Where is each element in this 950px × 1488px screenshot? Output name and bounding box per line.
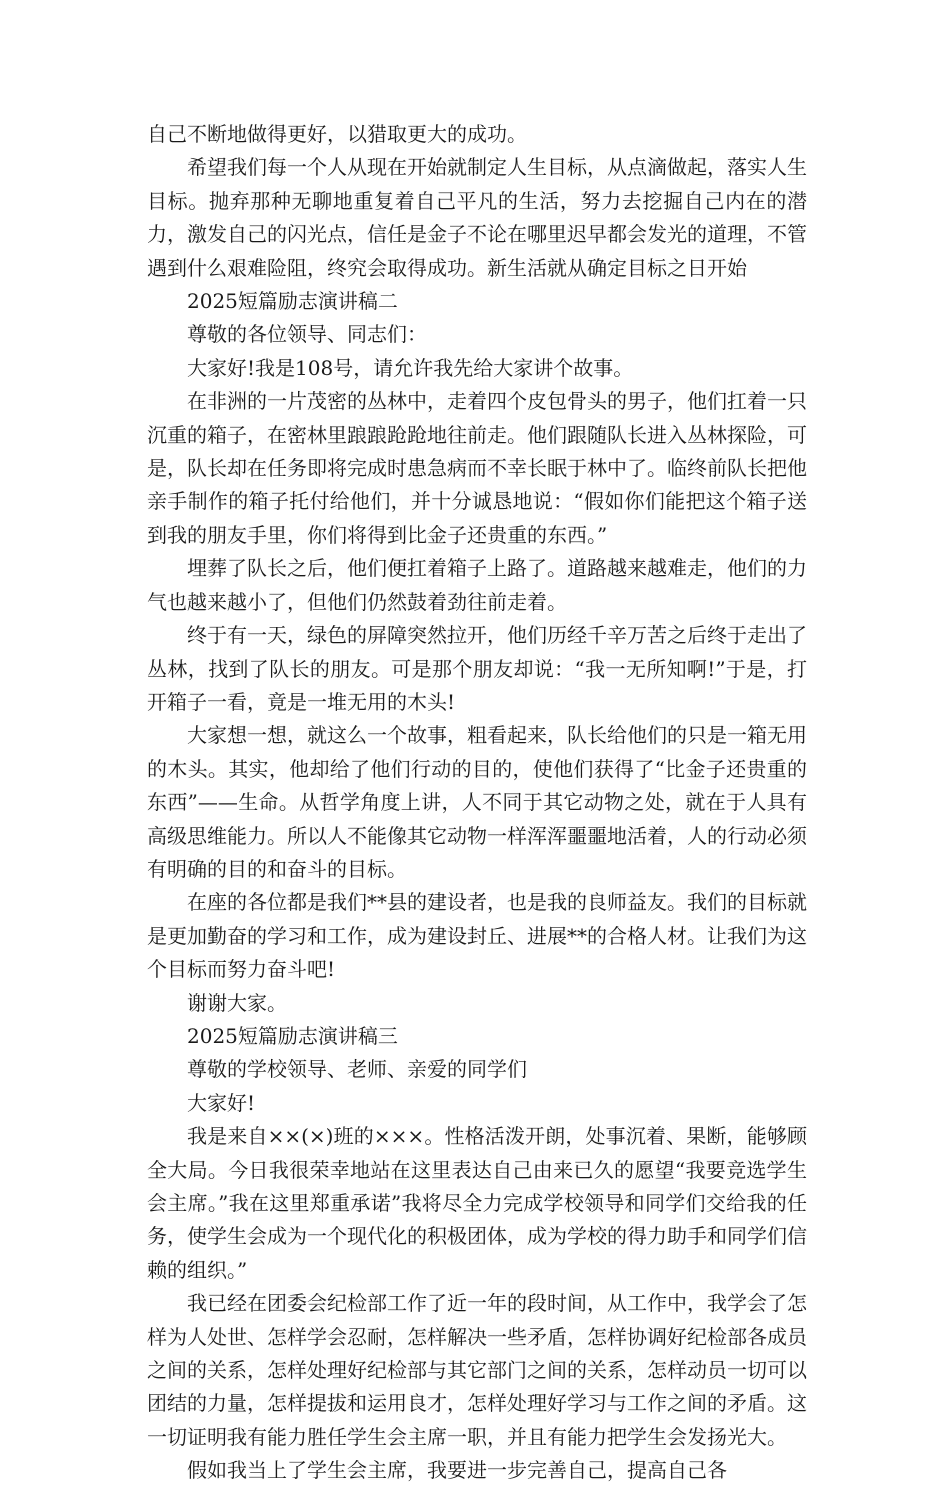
section-title: 2025短篇励志演讲稿三	[187, 1023, 398, 1048]
closing: 谢谢大家。	[187, 990, 287, 1015]
paragraph: 我是来自××(×)班的×××。性格活泼开朗，处事沉着、果断，能够顾全大局。今日我很荣幸地站在这里表达自己由来已久的愿望“我要竞选学生会主席。”我在这里郑重承诺”我将尽全力完成学校领导和同学们交给我的任务，使学生会成为一个现代化的积极团体，成为学校的得力助手和同学们信赖的组织。”	[147, 1124, 807, 1282]
paragraph: 假如我当上了学生会主席，我要进一步完善自己，提高自己各	[187, 1458, 727, 1483]
document-page	[147, 118, 807, 1488]
paragraph: 大家想一想，就这么一个故事，粗看起来，队长给他们的只是一箱无用的木头。其实，他却给了他们行动的目的，使他们获得了“比金子还贵重的东西”——生命。从哲学角度上讲，人不同于其它动物之处，就在于人具有高级思维能力。所以人不能像其它动物一样浑浑噩噩地活着，人的行动必须有明确的目的和奋斗的目标。	[147, 723, 807, 881]
salutation: 尊敬的学校领导、老师、亲爱的同学们	[187, 1057, 527, 1082]
paragraph: 终于有一天，绿色的屏障突然拉开，他们历经千辛万苦之后终于走出了丛林，找到了队长的朋友。可是那个朋友却说：“我一无所知啊!”于是，打开箱子一看，竟是一堆无用的木头!	[147, 623, 807, 714]
paragraph: 希望我们每一个人从现在开始就制定人生目标，从点滴做起，落实人生目标。抛弃那种无聊地重复着自己平凡的生活，努力去挖掘自己内在的潜力，激发自己的闪光点，信任是金子不论在哪里迟早都会发光的道理，不管遇到什么艰难险阻，终究会取得成功。新生活就从确定目标之日开始	[147, 155, 807, 280]
paragraph-continuation: 自己不断地做得更好，以猎取更大的成功。	[147, 122, 527, 146]
salutation: 尊敬的各位领导、同志们：	[187, 322, 427, 347]
section-title: 2025短篇励志演讲稿二	[187, 289, 398, 314]
paragraph: 在非洲的一片茂密的丛林中，走着四个皮包骨头的男子，他们扛着一只沉重的箱子，在密林里踉踉跄跄地往前走。他们跟随队长进入丛林探险，可是，队长却在任务即将完成时患急病而不幸长眠于林中了。临终前队长把他亲手制作的箱子托付给他们，并十分诚恳地说：“假如你们能把这个箱子送到我的朋友手里，你们将得到比金子还贵重的东西。”	[147, 389, 807, 547]
greeting: 大家好!我是108号，请允许我先给大家讲个故事。	[187, 355, 634, 380]
paragraph: 我已经在团委会纪检部工作了近一年的段时间，从工作中，我学会了怎样为人处世、怎样学会忍耐，怎样解决一些矛盾，怎样协调好纪检部各成员之间的关系，怎样处理好纪检部与其它部门之间的关系，怎样动员一切可以团结的力量，怎样提拔和运用良才，怎样处理好学习与工作之间的矛盾。这一切证明我有能力胜任学生会主席一职，并且有能力把学生会发扬光大。	[147, 1291, 807, 1449]
paragraph: 埋葬了队长之后，他们便扛着箱子上路了。道路越来越难走，他们的力气也越来越小了，但他们仍然鼓着劲往前走着。	[147, 556, 807, 614]
greeting: 大家好!	[187, 1090, 256, 1115]
paragraph: 在座的各位都是我们**县的建设者，也是我的良师益友。我们的目标就是更加勤奋的学习和工作，成为建设封丘、进展**的合格人材。让我们为这个目标而努力奋斗吧!	[147, 890, 807, 982]
